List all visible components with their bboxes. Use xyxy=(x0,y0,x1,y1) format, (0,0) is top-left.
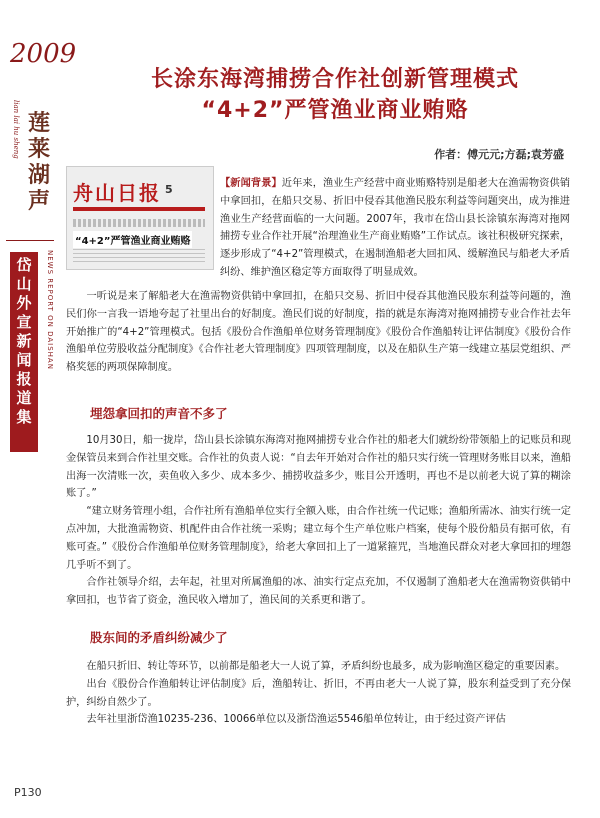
body-paragraph xyxy=(66,574,571,610)
article-authors: 作者：傅元元;方磊;袁芳盛 xyxy=(434,148,564,161)
section-heading-kickbacks: 埋怨拿回扣的声音不多了 xyxy=(90,406,228,421)
series-char: 宣 xyxy=(16,313,32,331)
logo-char: 声 xyxy=(28,188,51,214)
intro-paragraph xyxy=(66,288,571,377)
sidebar-divider xyxy=(6,240,54,241)
newspaper-text-lines xyxy=(73,219,205,227)
body-paragraph-text: 10月30日，船一拢岸，岱山县长涂镇东海湾对拖网捕捞专业合作社的船老大们就纷纷带领船上的记账员和现金保管员来到合作社里交账。合作社的负责人说：“自去年开始对合作社的船只实行统一管理财务账目以来，渔船出海一次清账一次，卖鱼收入多少、成本多少、捕捞收益多少，账目公开透明，再也不是以前老大说了算的糊涂账了。” xyxy=(66,435,571,500)
newspaper-red-strip xyxy=(73,207,205,211)
series-char: 山 xyxy=(16,275,32,293)
body-paragraph-text: 出台《股份合作渔船转让评估制度》后，渔船转让、折旧，不再由老大一人说了算，股东利益受到了充分保护，纠纷自然少了。 xyxy=(66,678,571,708)
article-title-line1: 长涂东海湾捕捞合作社创新管理模式 xyxy=(150,67,519,92)
body-paragraph xyxy=(66,711,571,729)
logo-char: 莲 xyxy=(28,110,51,136)
series-char: 报 xyxy=(16,370,32,388)
logo-char: 莱 xyxy=(28,136,51,162)
series-char: 新 xyxy=(16,332,32,350)
body-paragraph-text: “建立财务管理小组，合作社所有渔船单位实行全额入账，由合作社统一代记账；渔船所需冰、油实行统一定点冲加，大批渔需物资、机配件由合作社统一采购；建立每个生产单位账户档案，使每个股份船员有据可依，有账可查。”《股份合作渔船单位财务管理制度》，给老大拿回扣上了一道紧箍咒，当地渔民群众对老大拿回扣的埋怨几乎听不到了。 xyxy=(66,506,571,571)
logo-char: 湖 xyxy=(28,162,51,188)
news-background-tag: 【新闻背景】 xyxy=(220,178,282,189)
section-heading-disputes: 股东间的矛盾纠纷减少了 xyxy=(90,630,228,645)
body-paragraph-text: 合作社领导介绍，去年起，社里对所属渔船的冰、油实行定点充加，不仅遏制了渔船老大在渔需物资供销中拿回扣，也节省了资金，渔民收入增加了，渔民间的关系更和谐了。 xyxy=(66,577,571,607)
body-paragraph-text: 在船只折旧、转让等环节，以前都是船老大一人说了算，矛盾纠纷也最多，成为影响渔区稳定的重要因素。 xyxy=(86,661,566,672)
sidebar-year: 2009 xyxy=(10,39,77,69)
section2-body xyxy=(66,658,571,729)
sidebar-english-label: NEWS REPORT ON DAISHAN xyxy=(46,250,54,370)
intro-text: 一听说是来了解船老大在渔需物资供销中拿回扣，在船只交易、折旧中侵吞其他渔民股东利益等问题的，渔民们你一言我一语地夸起了社里出台的好制度。渔民们说的好制度，指的就是东海湾对拖网捕捞专业合作社去年开始推广的“4+2”管理模式。包括《股份合作渔船单位财务管理制度》《股份合作渔船转让评估制度》《股份合作渔船单位劳股收益分配制度》《合作社老大管理制度》四项管理制度，以及在船队生产第一线建立基层党组织、严格奖惩的两项保障制度。 xyxy=(66,291,571,374)
news-background-text: 近年来，渔业生产经营中商业贿赂特别是船老大在渔需物资供销中拿回扣，在船只交易、折旧中侵吞其他渔民股东利益等问题突出，成为推进渔业生产经营面临的一大问题。2007年，我市在岱山县长涂镇东海湾对拖网捕捞专业合作社开展“治理渔业生产商业贿赂”工作试点。该社积极研究探索，逐步形成了“4+2”管理模式，在遏制渔船老大回扣风、缓解渔民与船老大矛盾纠纷、维护渔区稳定等方面取得了明显成效。 xyxy=(220,178,571,278)
section1-body xyxy=(66,432,571,610)
body-paragraph xyxy=(66,676,571,712)
newspaper-issue: 5 xyxy=(165,183,173,196)
series-char: 道 xyxy=(16,389,32,407)
sidebar-series-box xyxy=(10,252,38,452)
newspaper-headline: “4+2”严管渔业商业贿赂 xyxy=(73,231,192,248)
body-paragraph xyxy=(66,432,571,503)
series-char: 岱 xyxy=(16,256,32,274)
series-char: 集 xyxy=(16,408,32,426)
body-paragraph-text: 去年社里浙岱渔10235-236、10066单位以及浙岱渔运5546船单位转让，由于经过资产评估 xyxy=(86,714,506,726)
newspaper-masthead: 舟山日报 xyxy=(73,181,161,205)
newspaper-clipping-image xyxy=(66,166,214,270)
body-paragraph xyxy=(66,658,571,676)
article-title-line2: “4+2”严管渔业商业贿赂 xyxy=(201,98,469,123)
series-char: 外 xyxy=(16,294,32,312)
sidebar-pinyin: lian lai hu sheng xyxy=(12,100,20,159)
series-char: 闻 xyxy=(16,351,32,369)
news-background-paragraph xyxy=(220,175,570,282)
page-number: P130 xyxy=(14,786,42,799)
sidebar-logo xyxy=(28,110,51,214)
body-paragraph xyxy=(66,503,571,574)
newspaper-body-lines xyxy=(73,249,205,265)
